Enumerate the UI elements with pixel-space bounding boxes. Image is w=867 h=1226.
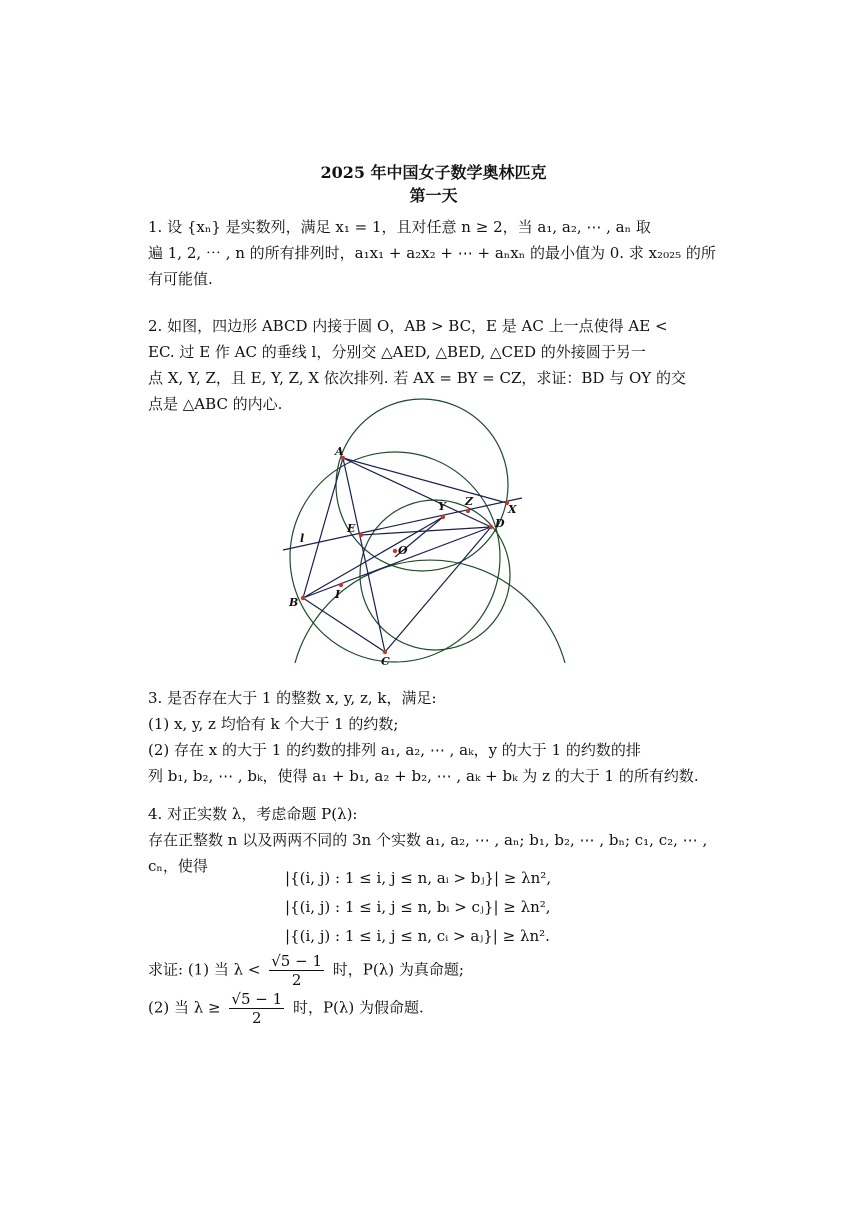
label-b: B	[289, 596, 299, 609]
label-z: Z	[465, 495, 474, 508]
label-l: l	[300, 532, 305, 545]
segment-ac	[343, 458, 385, 652]
page-title: 2025 年中国女子数学奥林匹克	[320, 163, 547, 182]
problem-2-line: 点 X, Y, Z，且 E, Y, Z, X 依次排列. 若 AX = BY = CZ，求证：BD 与 OY 的交	[148, 369, 686, 387]
page-subtitle: 第一天	[409, 186, 458, 205]
point-b	[301, 596, 305, 600]
claim-1	[148, 952, 464, 989]
problem-3-line: 3. 是否存在大于 1 的整数 x, y, z, k，满足:	[148, 689, 437, 707]
segment-bd	[303, 527, 491, 598]
problem-2-line: 点是 △ABC 的内心.	[148, 395, 283, 413]
claim-2	[148, 990, 424, 1027]
problem-3-line: 列 b₁, b₂, ⋯ , bₖ，使得 a₁ + b₁, a₂ + b₂, ⋯ , aₖ + bₖ 为 z 的大于 1 的所有约数.	[148, 767, 699, 785]
point-y	[441, 515, 445, 519]
fraction-numerator: √5 − 1	[271, 952, 322, 970]
fraction-denominator: 2	[252, 1009, 262, 1027]
label-o: O	[398, 544, 408, 557]
problem-3-line: (1) x, y, z 均恰有 k 个大于 1 的约数;	[148, 715, 399, 733]
problem-4-line: 4. 对正实数 λ，考虑命题 P(λ):	[148, 805, 358, 823]
problem-3	[148, 685, 706, 789]
problem-1-line: 有可能值.	[148, 270, 213, 288]
claim-2-prefix: (2) 当 λ ≥	[148, 998, 221, 1017]
problem-4-line: cₙ，使得	[148, 857, 208, 875]
label-y: Y	[438, 500, 446, 513]
problem-1-line: 1. 设 {xₙ} 是实数列，满足 x₁ = 1，且对任意 n ≥ 2，当 a₁, a₂, ⋯ , aₙ 取	[148, 218, 651, 236]
problem-2-line: EC. 过 E 作 AC 的垂线 l，分别交 △AED, △BED, △CED 的外接圆于另一	[148, 343, 646, 361]
fraction	[269, 952, 324, 989]
claim-1-prefix: 求证: (1) 当 λ <	[148, 960, 261, 979]
equation: |{(i, j) : 1 ≤ i, j ≤ n, aᵢ > bⱼ}| ≥ λn²,	[285, 869, 552, 887]
claim-2-suffix: 时，P(λ) 为假命题.	[292, 998, 424, 1017]
circle-bed	[295, 560, 565, 663]
equation: |{(i, j) : 1 ≤ i, j ≤ n, cᵢ > aⱼ}| ≥ λn².	[285, 927, 550, 945]
fraction-denominator: 2	[291, 971, 302, 989]
label-e: E	[347, 522, 356, 535]
point-o	[393, 549, 397, 553]
segment-ab	[303, 458, 343, 598]
problem-1	[148, 214, 716, 292]
point-z	[466, 509, 470, 513]
claim-1-suffix: 时，P(λ) 为真命题;	[332, 960, 464, 979]
equation: |{(i, j) : 1 ≤ i, j ≤ n, bᵢ > cⱼ}| ≥ λn²,	[285, 898, 551, 916]
point-d	[489, 525, 493, 529]
label-c: C	[381, 655, 390, 668]
label-i: I	[335, 588, 341, 601]
fraction	[229, 990, 284, 1027]
label-a: A	[335, 445, 344, 458]
point-c	[383, 650, 387, 654]
problem-3-line: (2) 存在 x 的大于 1 的约数的排列 a₁, a₂, ⋯ , aₖ，y 的大于 1 的约数的排	[148, 741, 641, 759]
circle-ced	[360, 500, 510, 650]
point-e	[359, 533, 363, 537]
label-x: X	[508, 503, 517, 516]
fraction-numerator: √5 − 1	[231, 990, 283, 1008]
problem-4-equations	[285, 864, 551, 951]
problem-4-line: 存在正整数 n 以及两两不同的 3n 个实数 a₁, a₂, ⋯ , aₙ; b₁, b₂, ⋯ , bₙ; c₁, c₂, ⋯ ,	[148, 831, 708, 849]
geometry-figure	[275, 395, 575, 670]
problem-1-line: 遍 1, 2, ⋯ , n 的所有排列时，a₁x₁ + a₂x₂ + ⋯ + aₙxₙ 的最小值为 0. 求 x₂₀₂₅ 的所	[148, 244, 716, 262]
label-d: D	[495, 517, 505, 530]
problem-2-line: 2. 如图，四边形 ABCD 内接于圆 O，AB > BC，E 是 AC 上一点使得 AE <	[148, 317, 668, 335]
point-i	[339, 583, 343, 587]
segment-by	[303, 517, 443, 598]
